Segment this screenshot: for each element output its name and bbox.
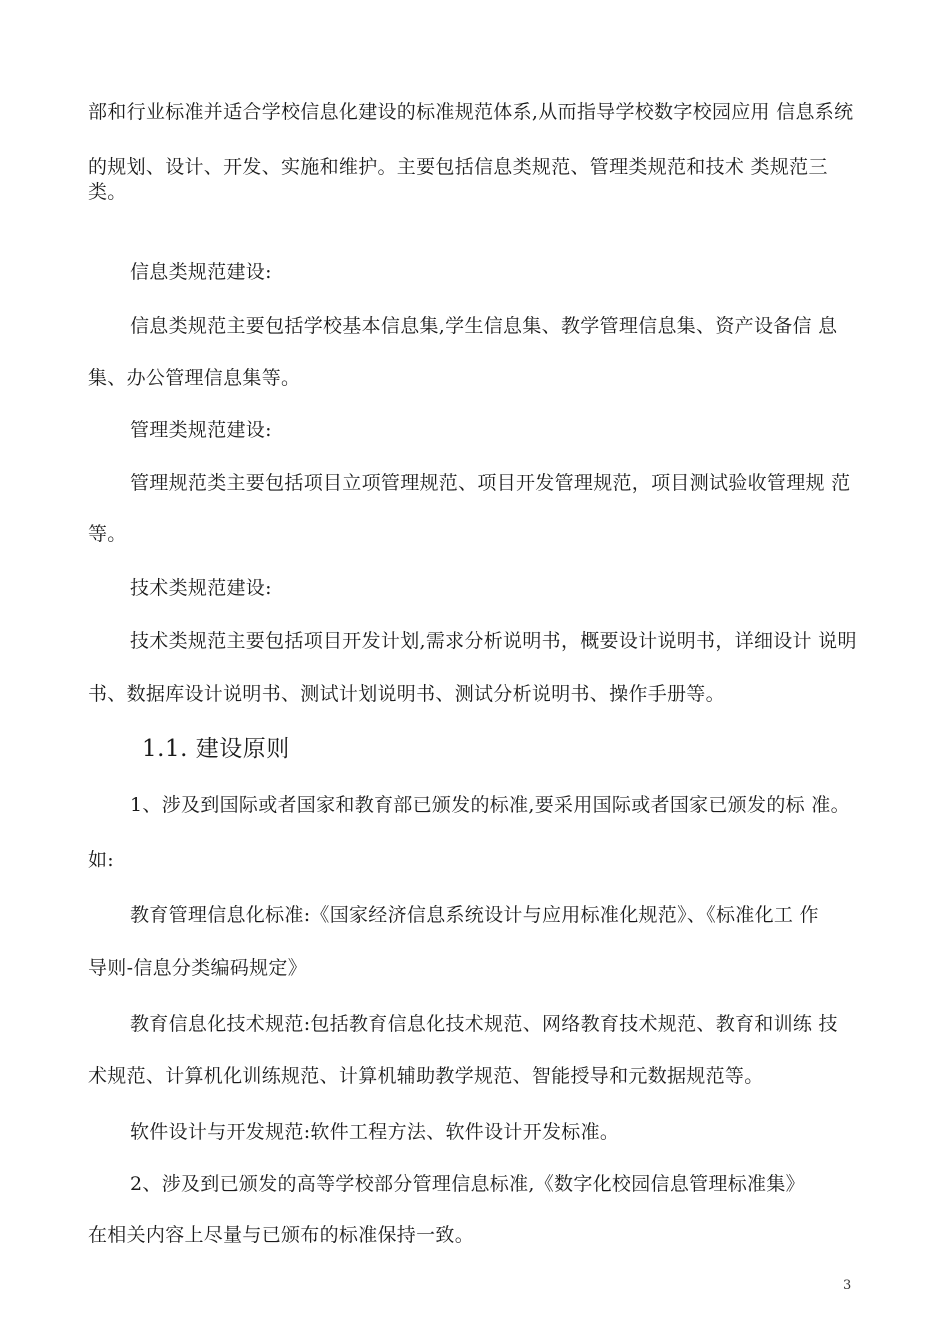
paragraph-line: 技术类规范主要包括项目开发计划,需求分析说明书，概要设计说明书，详细设计 说明 [130, 630, 857, 652]
subsection-label: 管理类规范建设: [130, 419, 272, 441]
subsection-label: 技术类规范建设: [130, 577, 272, 599]
paragraph-line: 部和行业标准并适合学校信息化建设的标准规范体系,从而指导学校数字校园应用 信息系统 [88, 101, 854, 123]
paragraph-line: 类。 [88, 181, 127, 203]
paragraph-line: 如: [88, 849, 115, 871]
paragraph-line: 在相关内容上尽量与已颁布的标准保持一致。 [88, 1224, 475, 1246]
paragraph-line: 集、办公管理信息集等。 [88, 367, 301, 389]
page-number: 3 [843, 1278, 852, 1293]
paragraph-line: 2、涉及到已颁发的高等学校部分管理信息标准,《数字化校园信息管理标准集》 [130, 1173, 805, 1195]
paragraph-line: 术规范、计算机化训练规范、计算机辅助教学规范、智能授导和元数据规范等。 [88, 1065, 764, 1087]
paragraph-line: 教育信息化技术规范:包括教育信息化技术规范、网络教育技术规范、教育和训练 技 [130, 1013, 838, 1035]
paragraph-line: 的规划、设计、开发、实施和维护。主要包括信息类规范、管理类规范和技术 类规范三 [88, 156, 828, 178]
paragraph-line: 导则-信息分类编码规定》 [88, 957, 308, 979]
paragraph-line: 管理规范类主要包括项目立项管理规范、项目开发管理规范，项目测试验收管理规 范 [130, 472, 851, 494]
subsection-label: 信息类规范建设: [130, 261, 272, 283]
paragraph-line: 软件设计与开发规范:软件工程方法、软件设计开发标准。 [130, 1121, 620, 1143]
paragraph-line: 教育管理信息化标准:《国家经济信息系统设计与应用标准化规范》、《标准化工 作 [130, 904, 819, 926]
section-heading: 1.1. 建设原则 [142, 736, 290, 762]
paragraph-line: 信息类规范主要包括学校基本信息集,学生信息集、教学管理信息集、资产设备信 息 [130, 315, 838, 337]
paragraph-line: 书、数据库设计说明书、测试计划说明书、测试分析说明书、操作手册等。 [88, 683, 725, 705]
paragraph-line: 等。 [88, 523, 127, 545]
paragraph-line: 1、涉及到国际或者国家和教育部已颁发的标准,要采用国际或者国家已颁发的标 准。 [130, 794, 850, 816]
